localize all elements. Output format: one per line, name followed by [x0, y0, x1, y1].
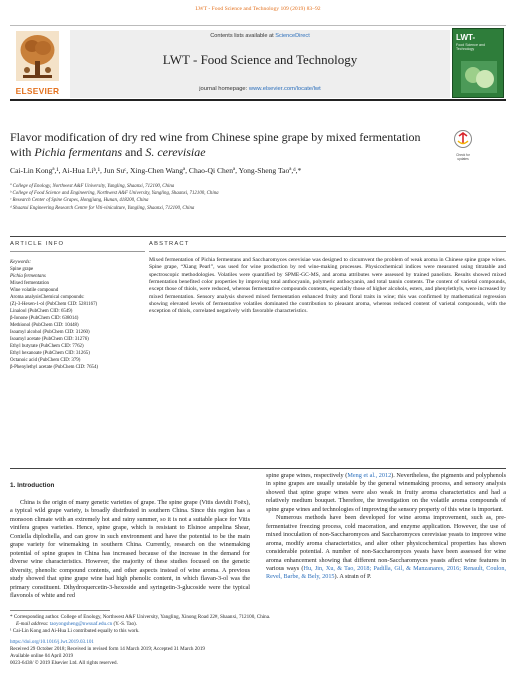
abstract-heading: ABSTRACT — [149, 241, 190, 247]
footnotes — [10, 614, 506, 667]
elsevier-logo — [10, 28, 65, 96]
keyword-item: Octanoic acid (PubChem CID: 379) — [10, 358, 81, 363]
introduction-heading: 1. Introduction — [10, 482, 55, 489]
affiliation-b: ᵇ College of Food Science and Engineering, Northwest A&F University, Yangling, Shaanxi, 712100, China — [10, 191, 219, 197]
journal-citation-header: LWT - Food Science and Technology 109 (2019) 83–92 — [195, 6, 321, 12]
body-divider — [10, 468, 506, 469]
homepage-prefix: journal homepage: — [199, 86, 249, 92]
journal-title: LWT - Food Science and Technology — [162, 52, 358, 67]
copyright-line: 0023-6438/ © 2019 Elsevier Ltd. All rights reserved. — [10, 660, 118, 667]
title-species-1: Pichia fermentans — [34, 145, 122, 159]
equal-contribution-note: ¹ Cai-Lin Kong and Ai-Hua Li contributed equally to this work. — [10, 628, 140, 635]
corresponding-author-note: * Corresponding author. College of Enology, Northwest A&F University, Yangling, Xinong Road 22#, Shaanxi, 712100, China. — [10, 614, 271, 620]
publisher-name: ELSEVIER — [15, 86, 60, 96]
keyword-item: β-Ionone (PubChem CID: 638014) — [10, 316, 79, 321]
abstract-rule — [149, 251, 506, 252]
keyword-item: Spine grape — [10, 267, 34, 272]
cover-subtitle: Food Science and Technology — [456, 43, 485, 52]
keyword-item: Isoamyl alcohol (PubChem CID: 31260) — [10, 330, 90, 335]
elsevier-tree-icon — [10, 28, 65, 86]
email-link[interactable]: taoyongsheng@nwsuaf.edu.cn — [49, 621, 113, 628]
title-text: Flavor modification of dry red wine from Chinese spine grape by mixed fermentation with — [10, 130, 421, 159]
keyword-item: Linalool (PubChem CID: 6549) — [10, 309, 73, 314]
paragraph-text: ). A strain of P. — [334, 573, 372, 581]
cover-art-icon — [461, 61, 497, 93]
keyword-item: Pichia fermentans — [10, 274, 46, 279]
title-conjunction: and — [122, 145, 146, 159]
affiliation-d: ᵈ Shaanxi Engineering Research Centre for Viti-viniculture, Yangling, Shaanxi, 712100, China — [10, 205, 195, 211]
keywords-block — [10, 259, 145, 371]
article-info-heading: ARTICLE INFO — [10, 241, 65, 247]
online-date: Available online 04 April 2019 — [10, 653, 73, 660]
keyword-item: Aroma analysisChemical compounds: — [10, 295, 85, 300]
keyword-item: β-Phenylethyl acetate (PubChem CID: 7654) — [10, 365, 99, 370]
footnote-rule — [10, 610, 110, 611]
keyword-item: Isoamyl acetate (PubChem CID: 31276) — [10, 337, 89, 342]
intro-paragraph-continued — [266, 472, 506, 514]
contents-prefix: Contents lists available at — [210, 33, 276, 39]
paragraph-text: ). Nevertheless, the pigments and polyphenols in spine grapes are usually unstable by the general winemaking process, and sensory analysis showed that spine grape wines were also weak in fruity aroma characteristics and had a relatively medium bouquet. Therefore, the investigation on the volatile aroma compounds of spine grape wines and technologies of improving the sensory property of this wine is important. — [266, 472, 506, 513]
check-updates-icon — [452, 129, 474, 149]
citation-link[interactable]: Meng et al., 2012 — [347, 472, 392, 479]
sciencedirect-link[interactable]: ScienceDirect — [275, 33, 310, 39]
keyword-item: Ethyl hexanoate (PubChem CID: 31265) — [10, 351, 90, 356]
homepage-link[interactable]: www.elsevier.com/locate/lwt — [248, 86, 321, 92]
paper-title — [10, 130, 440, 160]
check-for-updates-badge[interactable] — [452, 129, 474, 161]
keyword-item: Mixed fermentation — [10, 281, 49, 286]
title-species-2: S. cerevisiae — [145, 145, 206, 159]
body-left-column — [10, 499, 250, 600]
cover-title: LWT- — [456, 33, 476, 42]
received-dates: Received 29 October 2018; Received in revised form 14 March 2019; Accepted 31 March 2019 — [10, 645, 205, 652]
paragraph-text: Numerous methods have been developed for wine aroma improvement, such as, pre-fermentative freezing process, cold maceration, and enzyme application. However, the use of mixed inoculation of non-Saccharomyces and Saccharomyces cerevisiae yeasts to improve wine aroma, modify aroma characteristics, and alter other physicochemical properties has shown considerable potential. A number of non-Saccharomyces yeasts have been assessed for wine aroma enhancement showing that different non-Saccharomyces yeasts affect wine features in various ways ( — [266, 514, 506, 572]
article-info-rule — [10, 251, 145, 252]
author-list: Cai-Lin Kongª,¹, Ai-Hua Liᵇ,¹, Jun Suᶜ, Xing-Chen Wangª, Chao-Qi Chenª, Yong-Sheng Taoª,ᵈ,* — [10, 166, 302, 175]
keyword-item: Ethyl butyrate (PubChem CID: 7762) — [10, 344, 84, 349]
email-suffix: (Y.-S. Tao). — [112, 621, 137, 628]
keyword-item: Wine volatile compound — [10, 288, 59, 293]
check-updates-label: Check for updates — [456, 153, 470, 161]
body-right-column — [266, 472, 506, 582]
journal-cover — [452, 28, 504, 98]
intro-paragraph-1: China is the origin of many genetic varieties of grape. The spine grape (Vitis davidii Foëx), a typical wild grape variety, is broadly distributed in southern China. Since this region has a monsoon climate with an extremely hot and rainy summer, so it is not a suitable place for Vitis vinifera grapes varieties. Hence, spine grape, which is resistant to Elsinoe ampelina Shear, Coniella diplodiella, and can grow in such environment and have the potential to be the main grape variety for winemaking in southern China. Currently, research on the winemaking potential of spine grapes in China has increased because of the increase in the demand for diverse wine characteristics. However, the majority of these studies focused on the genetic diversity, phenolic compound contents, and other aspects instead of wine aroma. A previous study showed that spine grape wine had high phenolic content, in which flavan-3-ol was the primary constituent. Dihydroquercetin-3-hexoside and syringetin-3-glucoside were the typical flavonols of white and red — [10, 499, 250, 599]
paragraph-text: spine grape wines, respectively ( — [266, 472, 348, 479]
keywords-label: Keywords: — [10, 260, 32, 265]
keyword-item: (Z)-3-Hexen-1-ol (PubChem CID: 5281167) — [10, 302, 98, 307]
journal-homepage — [70, 86, 450, 92]
contents-line — [70, 33, 450, 39]
affiliation-c: ᶜ Research Center of Spine Grapes, Hongjiang, Hunan, 418200, China — [10, 198, 149, 204]
email-label: E-mail address: — [16, 621, 50, 628]
intro-paragraph-2 — [266, 514, 506, 582]
doi-link[interactable]: https://doi.org/10.1016/j.lwt.2019.03.101 — [10, 638, 94, 645]
affiliations — [10, 183, 506, 212]
email-line — [10, 621, 506, 628]
keyword-item: Methionol (PubChem CID: 10448) — [10, 323, 79, 328]
citation-link[interactable]: Hu, Jin, Xu, & Tao, 2018; Padilla, Gil, & Manzanares, 2016; Renault, Coulon, Revel, Barbe, & Bely, 2015 — [266, 564, 506, 581]
abstract-text: Mixed fermentation of Pichia fermentans and Saccharomyces cerevisiae was designed to circumvent the problem of weak aroma in Chinese spine grape wines. Spine grape, “Xiang Pearl”, was used for wine production by red wine-making processes. Physicochemical indices were measured using titratable and spectroscopic methodologies. Volatiles were quantified by SPME-GC-MS, and aroma attributes were assessed by trained panelists. Results showed mixed fermentation benefited color properties by improving total anthocyanin, polymeric anthocyanin, and total tannin contents. The content of varietal compounds, except those of thiols, were reduced, whereas fermentative compounds contents, especially those of higher alcohols, esters, and phenylethyls, were increased by mixed fermentation. Sensory analysis showed mixed fermentation enhanced fruity and floral traits in wine; this was confirmed by mathematical regression showing elevated levels of fermentative volatiles dominated the contribution to pleasant aroma, whereas reduced content of varietal compounds, with the exception of thiols, correlated negatively with favorable characteristics. — [149, 257, 506, 315]
affiliation-a: ª College of Enology, Northwest A&F University, Yangling, Shaanxi, 712100, China — [10, 184, 175, 189]
section-divider — [10, 236, 506, 237]
